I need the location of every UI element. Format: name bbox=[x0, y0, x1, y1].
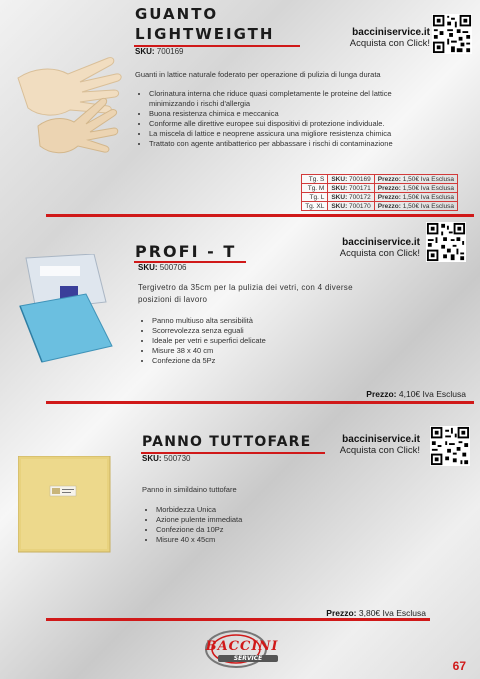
price-cell bbox=[374, 193, 457, 202]
product-panno-tuttofare bbox=[0, 410, 480, 625]
price-cell bbox=[374, 184, 457, 193]
price-value: 4,10€ Iva Esclusa bbox=[398, 389, 466, 399]
feature-item: • Misure 40 x 45cm bbox=[156, 535, 356, 545]
sku-label: SKU: bbox=[138, 263, 158, 272]
website-block[interactable] bbox=[340, 237, 420, 259]
title-line-1: GUANTO bbox=[135, 5, 219, 23]
product-profi-t bbox=[0, 220, 480, 410]
chamois-cloth-image bbox=[18, 456, 114, 556]
size-cell: Tg. M bbox=[302, 184, 328, 193]
price-label: Prezzo: bbox=[326, 608, 357, 618]
price-label: Prezzo: bbox=[377, 202, 401, 210]
price-value: 1,50€ Iva Esclusa bbox=[402, 202, 454, 210]
website-url[interactable]: bacciniservice.it bbox=[352, 27, 430, 38]
sku-label: SKU: bbox=[331, 175, 348, 183]
sku-value: 700171 bbox=[349, 184, 371, 192]
size-cell: Tg. XL bbox=[302, 202, 328, 211]
feature-item: • Conforme alle direttive europee sui dispositivi di protezione individuale. bbox=[149, 119, 419, 129]
product-description: Panno in simildaino tuttofare bbox=[142, 485, 237, 494]
feature-item: • Trattato con agente antibatterico per abbassare i rischi di contaminazione bbox=[149, 139, 419, 149]
price-label: Prezzo: bbox=[377, 184, 401, 192]
website-cta[interactable]: Acquista con Click! bbox=[339, 445, 420, 456]
sku-cell bbox=[328, 175, 374, 184]
section-divider bbox=[46, 214, 474, 217]
sku-value: 500706 bbox=[159, 263, 187, 272]
website-url[interactable]: bacciniservice.it bbox=[342, 434, 420, 445]
sku-value: 700169 bbox=[349, 175, 371, 183]
size-table bbox=[301, 174, 458, 211]
sku-value: 700172 bbox=[349, 193, 371, 201]
feature-list bbox=[142, 505, 356, 545]
sku-label: SKU: bbox=[331, 202, 348, 210]
feature-item: • Misure 38 x 40 cm bbox=[152, 346, 372, 356]
sku-cell bbox=[328, 193, 374, 202]
brand-logo bbox=[196, 627, 286, 671]
feature-item: • Confezione da 10Pz bbox=[156, 525, 356, 535]
feature-item: • Clorinatura interna che riduce quasi completamente le proteine del lattice minimizzando i rischi d'allergia bbox=[149, 89, 419, 109]
product-sku bbox=[138, 263, 187, 272]
product-sku bbox=[142, 454, 191, 463]
product-description: Guanti in lattice naturale foderato per operazione di pulizia di lunga durata bbox=[135, 70, 381, 79]
price-label: Prezzo: bbox=[377, 175, 401, 183]
sku-value: 700169 bbox=[156, 47, 184, 56]
price-label: Prezzo: bbox=[377, 193, 401, 201]
price-value: 1,50€ Iva Esclusa bbox=[402, 175, 454, 183]
feature-item: • Ideale per vetri e superfici delicate bbox=[152, 336, 372, 346]
sku-label: SKU: bbox=[331, 184, 348, 192]
product-guanto bbox=[0, 0, 480, 220]
feature-item: • Confezione da 5Pz bbox=[152, 356, 372, 366]
qr-code-icon[interactable] bbox=[426, 222, 466, 262]
price-value: 1,50€ Iva Esclusa bbox=[402, 193, 454, 201]
feature-item: • Scorrevolezza senza eguali bbox=[152, 326, 372, 336]
cloth-package-image bbox=[14, 254, 124, 369]
feature-item: • Buona resistenza chimica e meccanica bbox=[149, 109, 419, 119]
feature-list bbox=[135, 89, 419, 149]
sku-cell bbox=[328, 184, 374, 193]
product-title bbox=[135, 4, 274, 44]
sku-value: 500730 bbox=[163, 454, 191, 463]
section-divider bbox=[46, 401, 474, 404]
section-divider bbox=[46, 618, 430, 621]
website-url[interactable]: bacciniservice.it bbox=[342, 237, 420, 248]
feature-list bbox=[138, 316, 372, 366]
table-row bbox=[302, 193, 458, 202]
product-title: PANNO TUTTOFARE bbox=[142, 434, 312, 450]
product-sku bbox=[135, 47, 184, 56]
sku-label: SKU: bbox=[331, 193, 348, 201]
title-line-2: LIGHTWEIGTH bbox=[135, 25, 275, 43]
size-cell: Tg. S bbox=[302, 175, 328, 184]
sku-cell bbox=[328, 202, 374, 211]
feature-item: • Panno multiuso alta sensibilità bbox=[152, 316, 372, 326]
sku-value: 700170 bbox=[349, 202, 371, 210]
product-price bbox=[366, 389, 466, 399]
table-row bbox=[302, 202, 458, 211]
website-block[interactable] bbox=[350, 27, 430, 49]
sku-label: SKU: bbox=[142, 454, 162, 463]
page-number: 67 bbox=[452, 659, 466, 673]
product-title: PROFI - T bbox=[135, 242, 237, 261]
feature-item: • La miscela di lattice e neoprene assicura una migliore resistenza chimica bbox=[149, 129, 419, 139]
qr-code-icon[interactable] bbox=[432, 14, 472, 54]
product-description: Tergivetro da 35cm per la pulizia dei vetri, con 4 diverse posizioni di lavoro bbox=[138, 283, 353, 304]
price-value: 3,80€ Iva Esclusa bbox=[358, 608, 426, 618]
price-cell bbox=[374, 175, 457, 184]
gloves-image bbox=[8, 38, 128, 168]
logo-text: BACCINI bbox=[205, 639, 279, 654]
price-value: 1,50€ Iva Esclusa bbox=[402, 184, 454, 192]
website-block[interactable] bbox=[340, 434, 420, 456]
qr-code-icon[interactable] bbox=[430, 426, 470, 466]
website-cta[interactable]: Acquista con Click! bbox=[349, 38, 430, 49]
size-cell: Tg. L bbox=[302, 193, 328, 202]
logo-subtext: SERVICE bbox=[218, 655, 278, 662]
feature-item: • Morbidezza Unica bbox=[156, 505, 356, 515]
table-row bbox=[302, 175, 458, 184]
price-cell bbox=[374, 202, 457, 211]
website-cta[interactable]: Acquista con Click! bbox=[339, 248, 420, 259]
price-label: Prezzo: bbox=[366, 389, 397, 399]
product-price bbox=[326, 608, 426, 618]
table-row bbox=[302, 184, 458, 193]
sku-label: SKU: bbox=[135, 47, 155, 56]
feature-item: • Azione pulente immediata bbox=[156, 515, 356, 525]
